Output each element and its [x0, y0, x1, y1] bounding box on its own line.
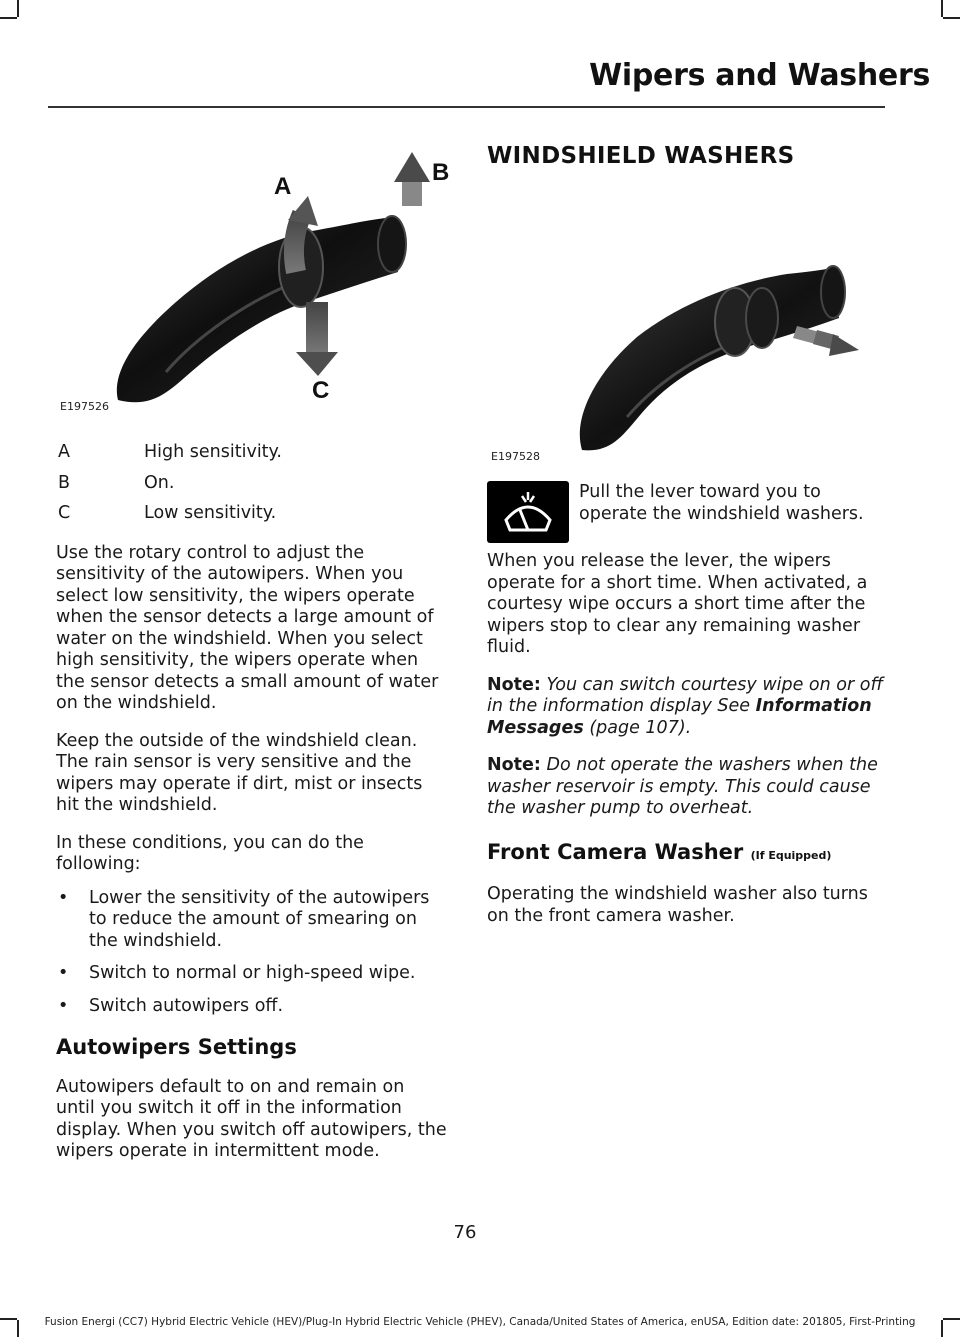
title-divider — [48, 106, 885, 108]
front-camera-washer-heading — [487, 839, 884, 867]
figure-windshield-washer — [487, 222, 884, 467]
legend-row — [56, 442, 448, 464]
wiper-lever-illustration — [56, 132, 450, 417]
legend — [56, 442, 448, 525]
page-number: 76 — [453, 1222, 477, 1243]
label-b: B — [432, 159, 450, 186]
bullet-glyph: • — [58, 887, 69, 908]
windshield-washer-symbol — [502, 490, 554, 534]
legend-key: B — [58, 472, 71, 493]
figure-code: E197526 — [60, 400, 109, 413]
crop-mark — [17, 0, 19, 17]
washer-lever-illustration — [487, 222, 884, 467]
list-item-text: Switch to normal or high-speed wipe. — [89, 963, 416, 983]
list-item — [56, 963, 448, 985]
bullet-list — [56, 888, 448, 1018]
legend-row — [56, 503, 448, 525]
legend-row — [56, 473, 448, 495]
icon-description — [579, 482, 884, 525]
paragraph: In these conditions, you can do the following: — [56, 832, 364, 874]
legend-key: A — [58, 442, 70, 462]
subheading-qualifier: (If Equipped) — [750, 848, 832, 862]
bullet-glyph: • — [58, 995, 69, 1016]
windshield-washer-icon — [487, 481, 569, 543]
section-heading: WINDSHIELD WASHERS — [487, 143, 795, 169]
note-label: Note: — [487, 674, 541, 695]
paragraph: Operating the windshield washer also turns on the front camera washer. — [487, 884, 868, 926]
legend-text: On. — [144, 472, 175, 493]
figure-code: E197528 — [491, 450, 540, 463]
autowipers-settings-heading: Autowipers Settings — [56, 1035, 297, 1059]
paragraph: Autowipers default to on and remain on until you switch it off in the information display. When you switch off autowipers, the wipers operate in intermittent mode. — [56, 1076, 447, 1161]
note-label: Note: — [487, 755, 541, 775]
list-item — [56, 996, 448, 1018]
left-column — [56, 442, 448, 1179]
cross-reference-link[interactable]: Information Messages — [487, 696, 872, 738]
list-item — [56, 888, 448, 953]
note — [487, 675, 884, 740]
crop-mark — [943, 17, 960, 19]
page-reference: (page 107). — [589, 717, 692, 738]
right-column — [487, 143, 884, 188]
note-text: You can switch courtesy wipe on or off in the information display See — [487, 674, 884, 716]
list-item-text: Lower the sensitivity of the autowipers to reduce the amount of smearing on the windshield. — [89, 887, 430, 951]
legend-key: C — [58, 503, 71, 523]
note-text: Do not operate the washers when the washer reservoir is empty. This could cause the washer pump to overheat. — [487, 755, 878, 818]
paragraph: Keep the outside of the windshield clean. The rain sensor is very sensitive and the wipers may operate if dirt, mist or insects hit the windshield. — [56, 730, 423, 815]
label-c: C — [312, 377, 330, 404]
figure-autowiper-sensitivity — [56, 132, 450, 417]
footer: Fusion Energi (CC7) Hybrid Electric Vehicle (HEV)/Plug-In Hybrid Electric Vehicle (PHEV), Canada/United States of America, enUSA, Edition date: 201805, First-Printing — [44, 1316, 916, 1328]
crop-mark — [941, 0, 943, 17]
page-title: Wipers and Washers — [589, 58, 930, 93]
paragraph: Use the rotary control to adjust the sensitivity of the autowipers. When you select low sensitivity, the wipers operate when the sensor detects a large amount of water on the windshield. When you select high sensitivity, the wipers operate when the sensor detects a small amount of water on the windshield. — [56, 542, 439, 713]
bullet-glyph: • — [58, 963, 69, 983]
subheading-text: Front Camera Washer — [487, 839, 744, 864]
legend-text: High sensitivity. — [144, 442, 282, 462]
label-a: A — [274, 173, 292, 200]
right-column-body — [487, 551, 884, 943]
crop-mark — [0, 17, 17, 19]
note — [487, 755, 884, 820]
paragraph: When you release the lever, the wipers operate for a short time. When activated, a courtesy wipe occurs a short time after the wipers stop to clear any remaining washer fluid. — [487, 551, 868, 657]
list-item-text: Switch autowipers off. — [89, 995, 284, 1016]
legend-text: Low sensitivity. — [144, 503, 277, 523]
icon-description-text: Pull the lever toward you to operate the windshield washers. — [579, 482, 864, 524]
